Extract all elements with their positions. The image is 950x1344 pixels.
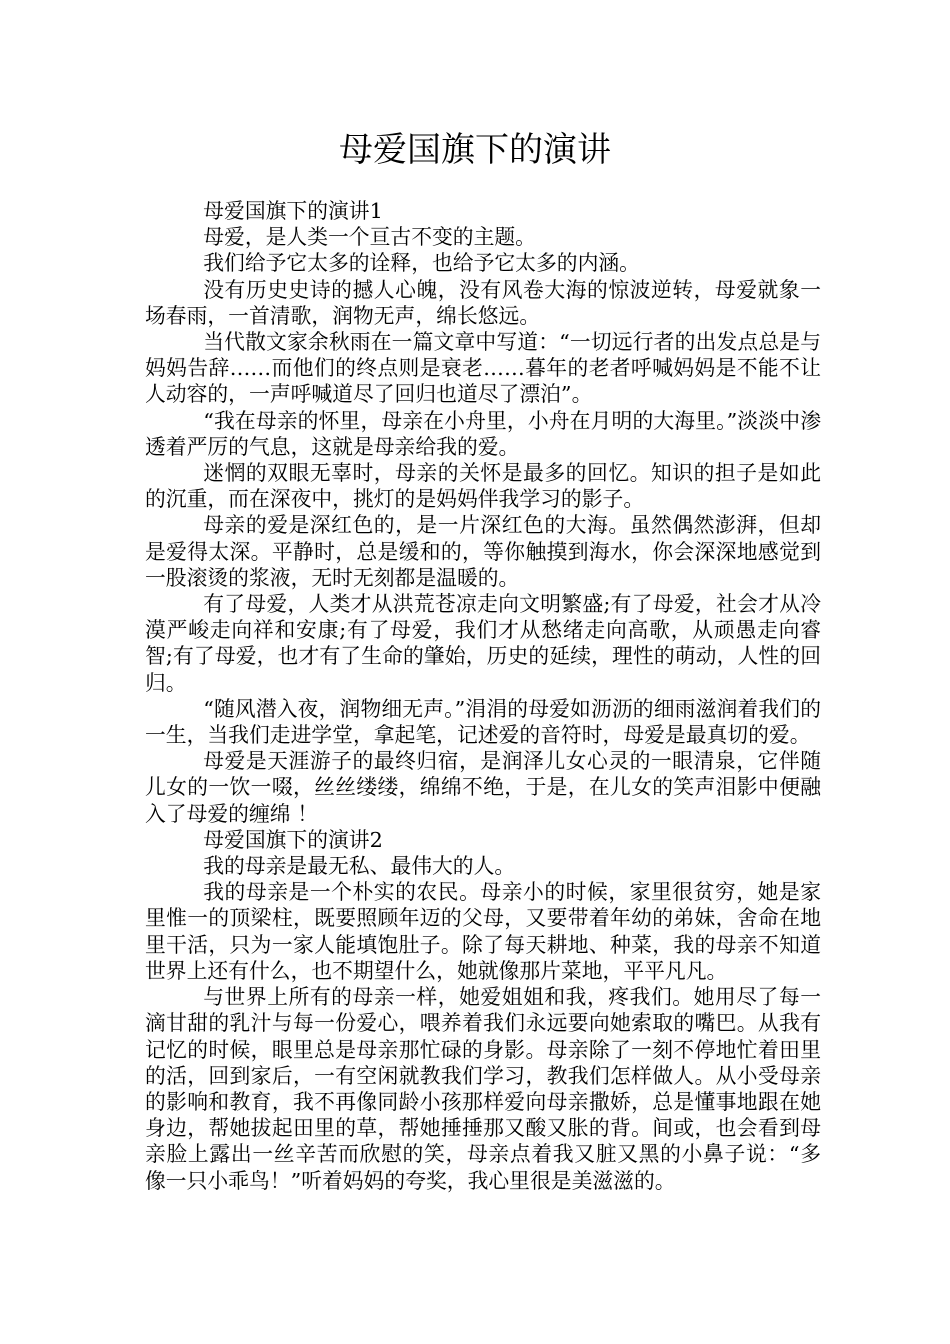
paragraph: 我的母亲是一个朴实的农民。母亲小的时候，家里很贫穷，她是家里惟一的顶梁柱，既要照顾年迈的父母，又要带着年幼的弟妹，舍命在地里干活，只为一家人能填饱肚子。除了每天耕地、种菜，我的母亲不知道世界上还有什么，也不期望什么，她就像那片菜地，平平凡凡。 [145,880,821,983]
paragraph: 当代散文家余秋雨在一篇文章中写道：“一切远行者的出发点总是与妈妈告辞……而他们的终点则是衰老……暮年的老者呼喊妈妈是不能不让人动容的，一声呼喊道尽了回归也道尽了漂泊”。 [145,330,821,407]
paragraph: “我在母亲的怀里，母亲在小舟里，小舟在月明的大海里。”淡淡中渗透着严厉的气息，这就是母亲给我的爱。 [145,408,821,459]
document-title: 母爱国旗下的演讲 [339,130,611,170]
paragraph: “随风潜入夜，润物细无声。”涓涓的母爱如沥沥的细雨滋润着我们的一生，当我们走进学堂，拿起笔，记述爱的音符时，母爱是最真切的爱。 [145,696,821,748]
paragraph: 没有历史史诗的撼人心魄，没有风卷大海的惊波逆转，母爱就象一场春雨，一首清歌，润物无声，绵长悠远。 [145,277,821,328]
paragraph: 迷惘的双眼无辜时，母亲的关怀是最多的回忆。知识的担子是如此的沉重，而在深夜中，挑灯的是妈妈伴我学习的影子。 [145,461,821,512]
paragraph-heading-2: 母爱国旗下的演讲2 [203,827,383,852]
document-body [145,198,821,1194]
paragraph: 母爱是天涯游子的最终归宿，是润泽儿女心灵的一眼清泉，它伴随儿女的一饮一啜，丝丝缕缕，绵绵不绝，于是，在儿女的笑声泪影中便融入了母爱的缠绵 ！ [145,749,821,826]
paragraph: 有了母爱，人类才从洪荒苍凉走向文明繁盛;有了母爱，社会才从冷漠严峻走向祥和安康;有了母爱，我们才从愁绪走向高歌，从顽愚走向睿智;有了母爱，也才有了生命的肇始，历史的延续，理性的萌动，人性的回归。 [145,592,821,695]
paragraph: 我们给予它太多的诠释，也给予它太多的内涵。 [203,251,640,276]
paragraph: 母爱，是人类一个亘古不变的主题。 [203,225,536,250]
paragraph: 母亲的爱是深红色的，是一片深红色的大海。虽然偶然澎湃，但却是爱得太深。平静时，总是缓和的，等你触摸到海水，你会深深地感觉到一股滚烫的浆液，无时无刻都是温暖的。 [145,513,821,590]
paragraph-heading-1: 母爱国旗下的演讲1 [203,199,383,223]
paragraph: 我的母亲是最无私、最伟大的人。 [203,854,516,879]
paragraph: 与世界上所有的母亲一样，她爱姐姐和我，疼我们。她用尽了每一滴甘甜的乳汁与每一份爱心，喂养着我们永远要向她索取的嘴巴。从我有记忆的时候，眼里总是母亲那忙碌的身影。母亲除了一刻不停地忙着田里的活，回到家后，一有空闲就教我们学习，教我们怎样做人。从小受母亲的影响和教育，我不再像同龄小孩那样爱向母亲撒娇，总是懂事地跟在她身边，帮她拔起田里的草，帮她捶捶那又酸又胀的背。间或，也会看到母亲脸上露出一丝辛苦而欣慰的笑，母亲点着我又脏又黑的小鼻子说：“多像一只小乖鸟！”听着妈妈的夸奖，我心里很是美滋滋的。 [145,985,821,1193]
